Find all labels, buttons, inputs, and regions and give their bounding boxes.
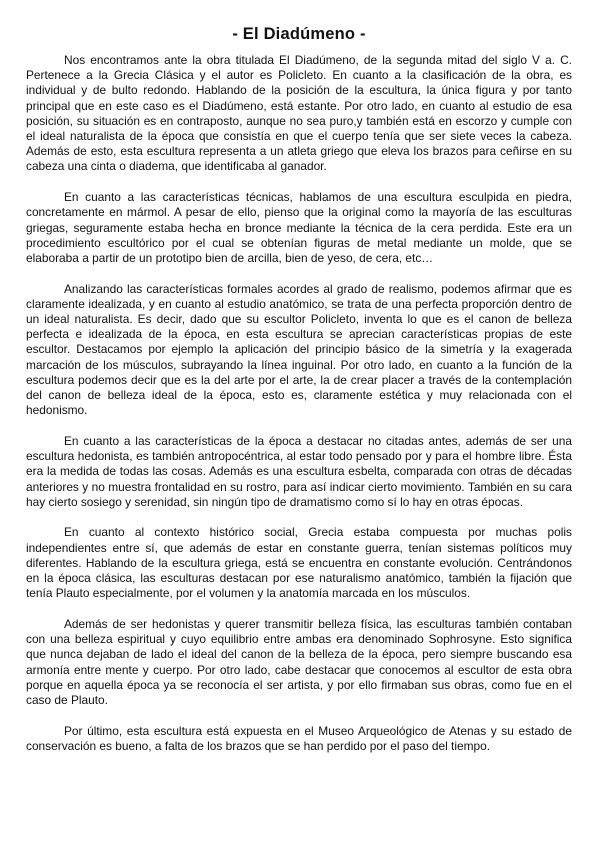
paragraph-conclusion: Por último, esta escultura está expuesta en el Museo Arqueológico de Atenas y su estado de conservación es bueno, a falta de los brazos que se han perdido por el paso del tiempo. — [26, 723, 572, 753]
document-title: - El Diadúmeno - — [232, 25, 366, 43]
document-page — [26, 24, 572, 770]
paragraph-epoch: En cuanto a las características de la época a destacar no citadas antes, además de ser una escultura hedonista, es también antropocéntrica, al estar todo pensado por y para el hombre libre. Ésta era la medida de todas las cosas. Además es una escultura esbelta, comparada con otras de décadas anteriores y no muestra frontalidad en su rostro, para así indicar cierto movimiento. También en su cara hay cierto sosiego y serenidad, sin ningún tipo de dramatismo como sí lo hay en otras épocas. — [26, 433, 572, 509]
paragraph-introduction: Nos encontramos ante la obra titulada El Diadúmeno, de la segunda mitad del siglo V a. C. Pertenece a la Grecia Clásica y el autor es Policleto. En cuanto a la clasificación de la obra, es individual y de bulto redondo. Hablando de la posición de la escultura, la única figura y por tanto principal que en este caso es el Diadúmeno, está estante. Por otro lado, en cuanto al estudio de esa posición, su situación es en contraposto, aunque no sea puro,y también está en escorzo y cumple con el ideal naturalista de la época que consistía en que el cuerpo tenía que ser siete veces la cabeza. Además de esto, esta escultura representa a un atleta griego que eleva los brazos para ceñirse en su cabeza una cinta o diadema, que identificaba al ganador. — [26, 53, 572, 174]
paragraph-sophrosyne: Además de ser hedonistas y querer transmitir belleza física, las esculturas también contaban con una belleza espiritual y cuyo equilibrio entre ambas era denominado Sophrosyne. Esto significa que nunca dejaban de lado el ideal del canon de la belleza de la época, pero siempre buscando esa armonía entre mente y cuerpo. Por otro lado, cabe destacar que conocemos al escultor de esta obra porque en aquella época ya se reconocía el ser artista, y por ello firmaban sus obras, como fue en el caso de Plauto. — [26, 617, 572, 708]
paragraph-technical: En cuanto a las características técnicas, hablamos de una escultura esculpida en piedra, concretamente en mármol. A pesar de ello, pienso que la original como la mayoría de las esculturas griegas, seguramente estaba hecha en bronce mediante la técnica de la cera perdida. Este era un procedimiento escultórico por el cual se obtenían figuras de metal mediante un molde, que se elaboraba a partir de un prototipo bien de arcilla, bien de yeso, de cera, etc… — [26, 190, 572, 265]
paragraph-context: En cuanto al contexto histórico social, Grecia estaba compuesta por muchas polis independientes entre sí, que además de estar en constante guerra, tenían sistemas políticos muy diferentes. Hablando de la escultura griega, está se encuentra en constante evolución. Centrándonos en la época clásica, las esculturas destacan por ese naturalismo anatómico, también la fijación que tenía Plauto especialmente, por el volumen y la anatomía marcada en los músculos. — [26, 525, 572, 601]
paragraph-formal: Analizando las características formales acordes al grado de realismo, podemos afirmar que es claramente idealizada, y en cuanto al estudio anatómico, se trata de una perfecta proporción dentro de un ideal naturalista. Es decir, dado que su escultor Policleto, inventa lo que es el canon de belleza perfecta e idealizada de la época, en esta escultura se aprecian características propias de este escultor. Destacamos por ejemplo la aplicación del principio básico de la simetría y la exagerada marcación de los músculos, subrayando la línea inguinal. Por otro lado, en cuanto a la función de la escultura podemos decir que es la del arte por el arte, la de crear placer a través de la contemplación del canon de belleza ideal de la época, esto es, claramente estética y muy relacionada con el hedonismo. — [26, 281, 572, 418]
